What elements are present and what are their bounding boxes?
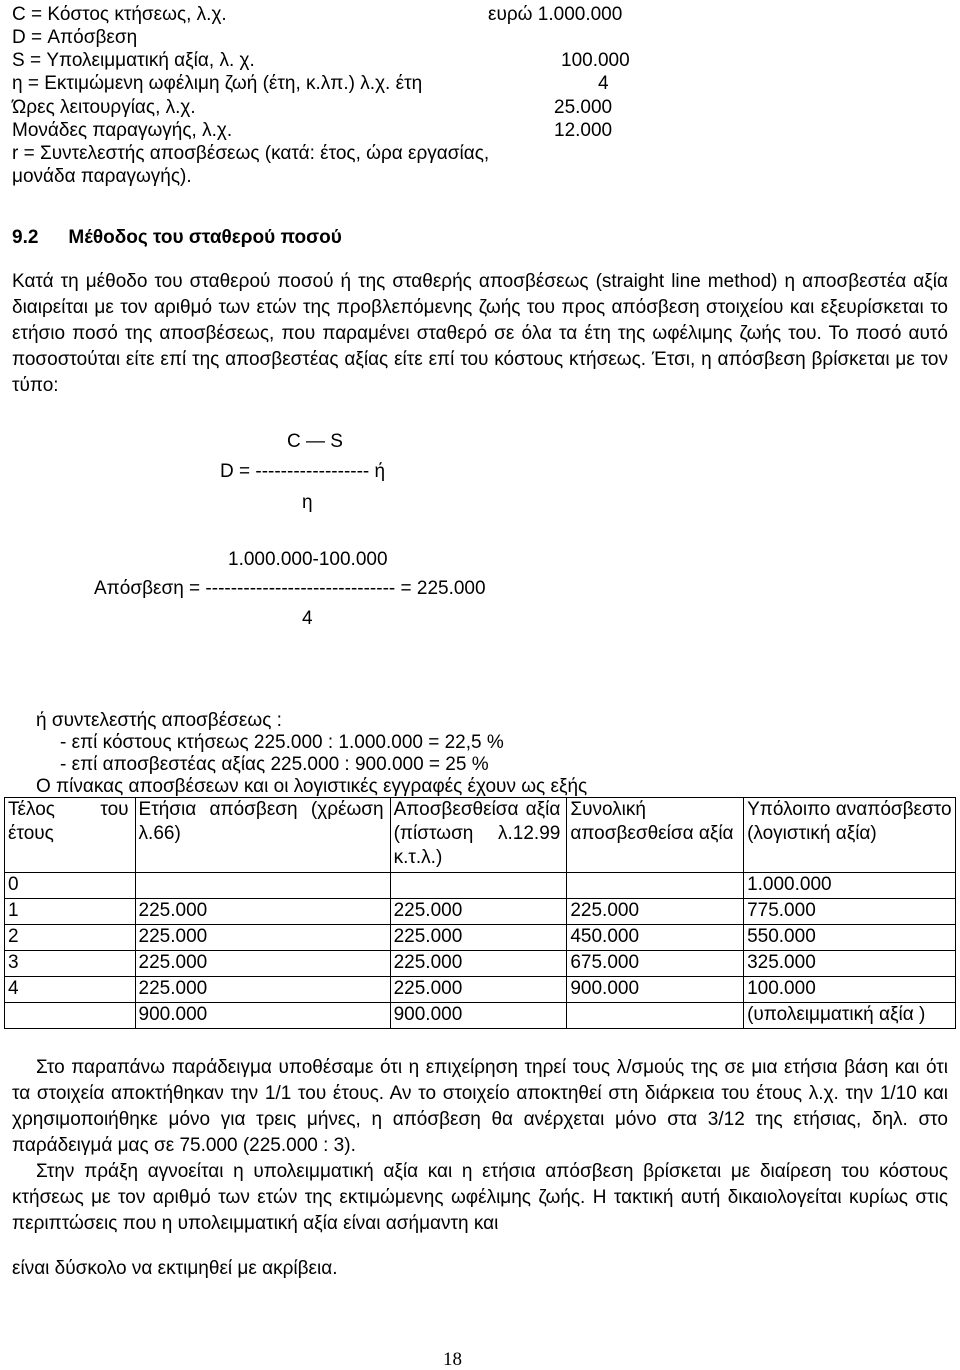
table-cell: 225.000 <box>135 951 390 977</box>
depreciation-table <box>4 797 956 1029</box>
table-cell <box>567 1003 744 1029</box>
table-row <box>5 873 956 899</box>
table-row <box>5 925 956 951</box>
table-cell: 225.000 <box>135 925 390 951</box>
table-header-cell: Συνολική αποσβεσθείσα αξία <box>567 798 744 873</box>
table-cell: 4 <box>5 977 136 1003</box>
table-cell: 225.000 <box>390 925 567 951</box>
table-cell <box>5 1003 136 1029</box>
table-cell: 325.000 <box>744 951 956 977</box>
table-cell <box>390 873 567 899</box>
definition-value: 100.000 <box>561 50 630 71</box>
table-row <box>5 977 956 1003</box>
definition-label: r = Συντελεστής αποσβέσεως (κατά: έτος, ώρα εργασίας, <box>12 143 490 164</box>
table-header-cell: Υπόλοιπο αναπόσβεστο (λογιστική αξία) <box>744 798 956 873</box>
rate-on-depreciable: - επί αποσβεστέας αξίας 225.000 : 900.000 = 25 % <box>60 754 489 775</box>
table-cell <box>135 873 390 899</box>
formula-numerator: C — S <box>287 431 343 452</box>
table-row <box>5 951 956 977</box>
definition-value: 25.000 <box>554 97 613 118</box>
intro-paragraph: Κατά τη μέθοδο του σταθερού ποσού ή της σταθερής αποσβέσεως (straight line method) η αποσβεστέα αξία διαιρείται με τον αριθμό των ετών της προβλεπόμενης ζωής του προς απόσβεση στοιχείου και εξευρίσκεται το ετήσιο ποσό της αποσβέσεως, που παραμένει σταθερό σε όλα τα έτη της ωφέλιμης ζωής του. Το ποσό αυτό ποσοστούται είτε επί της αποσβεστέας αξίας είτε επί του κόστους κτήσεως. Έτσι, η απόσβεση βρίσκεται με τον τύπο: <box>12 271 948 396</box>
table-cell: 900.000 <box>135 1003 390 1029</box>
closing-text <box>12 1055 948 1237</box>
section-title: Μέθοδος του σταθερού ποσού <box>68 227 342 248</box>
table-intro: Ο πίνακας αποσβέσεων και οι λογιστικές εγγραφές έχουν ως εξής <box>36 776 588 797</box>
definition-label: C = Κόστος κτήσεως, λ.χ. <box>12 4 227 25</box>
table-cell: 1 <box>5 899 136 925</box>
calculation-denominator: 4 <box>302 608 313 629</box>
table-cell: 225.000 <box>567 899 744 925</box>
table-cell: 0 <box>5 873 136 899</box>
table-cell: 225.000 <box>135 899 390 925</box>
page-number: 18 <box>443 1349 462 1370</box>
table-row <box>5 899 956 925</box>
table-cell: 2 <box>5 925 136 951</box>
table-cell: 550.000 <box>744 925 956 951</box>
definition-label: Ώρες λειτουργίας, λ.χ. <box>12 97 196 118</box>
table-cell: (υπολειμματική αξία ) <box>744 1003 956 1029</box>
definition-label: S = Υπολειμματική αξία, λ. χ. <box>12 50 255 71</box>
definition-value: 4 <box>598 73 609 94</box>
definition-label: η = Εκτιμώμενη ωφέλιμη ζωή (έτη, κ.λπ.) λ.χ. έτη <box>12 73 423 94</box>
table-header-row <box>5 798 956 873</box>
section-heading <box>12 228 342 247</box>
table-header-cell: Αποσβεσθείσα αξία (πίστωση λ.12.99 κ.τ.λ.) <box>390 798 567 873</box>
table-cell: 225.000 <box>390 951 567 977</box>
calculation-numerator: 1.000.000-100.000 <box>228 549 388 570</box>
table-cell: 225.000 <box>135 977 390 1003</box>
definition-label: Μονάδες παραγωγής, λ.χ. <box>12 120 233 141</box>
table-totals-row <box>5 1003 956 1029</box>
table-cell: 900.000 <box>390 1003 567 1029</box>
table-header-cell: Ετήσια απόσβεση (χρέωση λ.66) <box>135 798 390 873</box>
table-cell: 225.000 <box>390 899 567 925</box>
closing-paragraph-end: είναι δύσκολο να εκτιμηθεί με ακρίβεια. <box>12 1258 338 1279</box>
rate-on-cost: - επί κόστους κτήσεως 225.000 : 1.000.000 = 22,5 % <box>60 732 504 753</box>
closing-paragraph: Στην πράξη αγνοείται η υπολειμματική αξία και η ετήσια απόσβεση βρίσκεται με διαίρεση του κόστους κτήσεως με τον αριθμό των ετών της εκτιμώμενης ωφέλιμης ζωής. Η τακτική αυτή δικαιολογείται κυρίως στις περιπτώσεις που η υπολειμματική αξία είναι ασήμαντη και <box>12 1161 948 1234</box>
table-cell: 1.000.000 <box>744 873 956 899</box>
rates-intro: ή συντελεστής αποσβέσεως : <box>36 710 282 731</box>
table-cell: 225.000 <box>390 977 567 1003</box>
formula-lhs: D = ------------------ ή <box>220 461 386 482</box>
table-cell: 450.000 <box>567 925 744 951</box>
definition-label: μονάδα παραγωγής). <box>12 166 192 187</box>
formula-denominator: η <box>302 492 313 513</box>
table-cell: 775.000 <box>744 899 956 925</box>
definition-value: ευρώ 1.000.000 <box>488 4 623 25</box>
closing-paragraph: Στο παραπάνω παράδειγμα υποθέσαμε ότι η επιχείρηση τηρεί τους λ/σμούς της σε μια ετήσια βάση και ότι τα στοιχεία αποκτήθηκαν την 1/1 του έτους. Αν το στοιχείο αποκτηθεί στη διάρκεια του έτους λ.χ. την 1/10 και χρησιμοποιήθηκε μόνο για τρεις μήνες, η απόσβεση θα ανέρχεται μόνο στα 3/12 της ετήσιας, δηλ. στο παράδειγμά μας σε 75.000 (225.000 : 3). <box>12 1057 948 1156</box>
section-number: 9.2 <box>12 227 39 248</box>
table-cell: 900.000 <box>567 977 744 1003</box>
table-cell <box>567 873 744 899</box>
calculation-lhs: Απόσβεση = ------------------------------ = 225.000 <box>94 578 486 599</box>
table-cell: 675.000 <box>567 951 744 977</box>
definition-value: 12.000 <box>554 120 613 141</box>
table-cell: 3 <box>5 951 136 977</box>
table-cell: 100.000 <box>744 977 956 1003</box>
table-header-cell: Τέλος του έτους <box>5 798 136 873</box>
definition-label: D = Απόσβεση <box>12 27 138 48</box>
